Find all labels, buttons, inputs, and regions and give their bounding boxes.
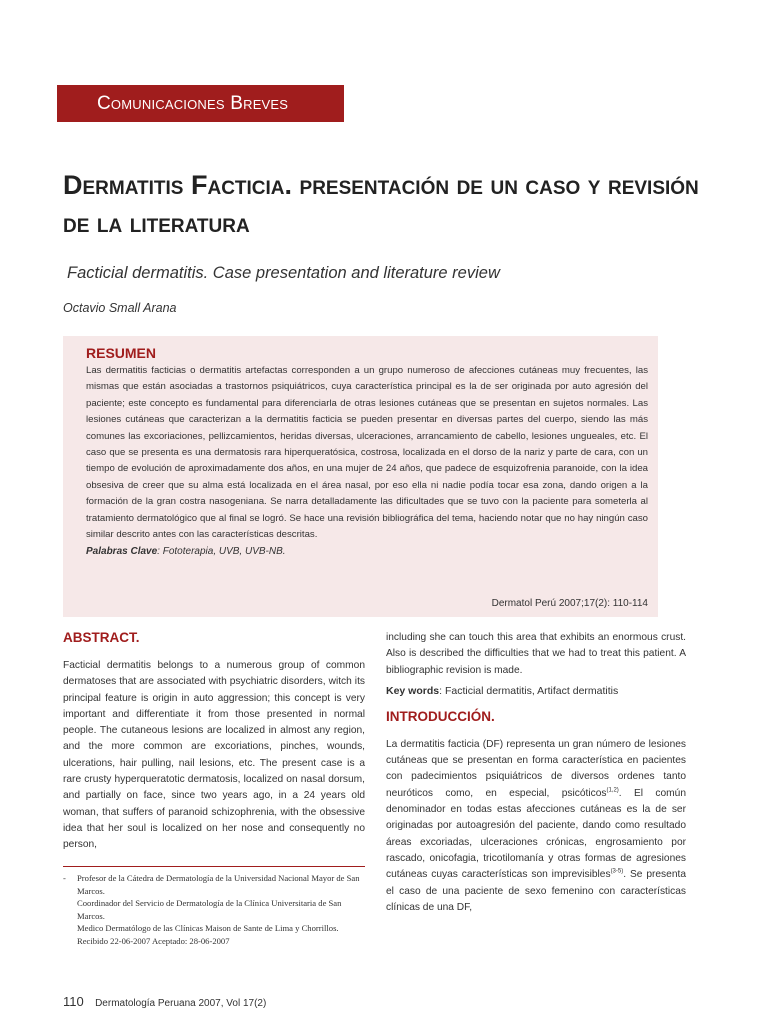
intro-part-1: La dermatitis facticia (DF) representa un gran número de lesiones cutáneas que se presentan en forma característica en pacientes con padecimientos psiquiátricos de diversos ordenes tanto neuróticos como, en especial, psicóticos bbox=[386, 738, 686, 799]
page-number: 110 bbox=[63, 994, 84, 1009]
intro-part-2: . El común denominador en todas estas afecciones cutáneas es la de ser originadas por autoagresión del paciente, dando como resultado áreas excoriadas, ulceraciones crónicas, engrosamiento por rascado, onicofagia, tricotilomanía y otras formas de agresiones cutáneas cuyas características son imprevisibles bbox=[386, 787, 686, 881]
footnote-item bbox=[63, 872, 365, 897]
resumen-keywords-label: Palabras Clave bbox=[86, 546, 158, 558]
abstract-keywords-label: Key words bbox=[386, 684, 440, 697]
footnote-text: Recibido 22-06-2007 Aceptado: 28-06-2007 bbox=[77, 935, 230, 946]
intro-text bbox=[386, 737, 686, 916]
footnotes bbox=[63, 872, 365, 947]
abstract-keywords bbox=[386, 685, 686, 697]
footnote-item bbox=[63, 897, 365, 922]
right-column bbox=[386, 630, 686, 916]
footnote-text: Profesor de la Cátedra de Dermatología de la Universidad Nacional Mayor de San Marcos. bbox=[77, 873, 360, 896]
resumen-box bbox=[63, 336, 658, 617]
citation: Dermatol Perú 2007;17(2): 110-114 bbox=[491, 598, 648, 609]
abstract-heading: ABSTRACT. bbox=[63, 630, 140, 645]
article-title: Dermatitis Facticia. presentación de un caso y revisión de la literatura bbox=[63, 170, 699, 238]
resumen-text: Las dermatitis facticias o dermatitis artefactas corresponden a un grupo numeroso de afecciones cutáneas muy frecuentes, las mismas que están asociadas a trastornos psiquiátricos, cuya característica principal es la de ser originada por auto agresión del paciente; este concepto es fundamental para diferenciarla de otras lesiones cutáneas que se presentan en sujetos normales. Las lesiones cutáneas que caracterizan a la dermatitis facticia se pueden presentar en diversas partes del cuerpo, siendo las más comunes las excoriaciones, pellizcamientos, heridas diversas, ulceraciones, arrancamiento de cabello, lesiones ungueales, etc. El caso que se presenta es una dermatosis rara hiperqueratósica, costrosa, localizada en el dorso de la nariz y parte de cara, con un tiempo de evolución de aproximadamente dos años, en una mujer de 24 años, que padece de esquizofrenia paranoide, con la idea obsesiva de creer que su alma está localizada en el área nasal, por eso ella ni nadie podía tocar esa zona, dando origen a la formación de la gran costra nasogeniana. Se narra detalladamente las dificultades que se tuvo con la paciente para someterla al tratamiento dermatológico que al final se logró. Se hace una revisión bibliográfica del tema, haciendo notar que no hay ningún caso similar descrito antes con las características descritas. bbox=[86, 365, 648, 541]
intro-ref-2: (3-5) bbox=[610, 868, 624, 875]
resumen-heading: RESUMEN bbox=[86, 345, 157, 361]
footnote-text: Coordinador del Servicio de Dermatología de la Clínica Universitaria de San Marcos. bbox=[77, 898, 342, 921]
footnote-dash: - bbox=[63, 873, 66, 883]
footnote-item bbox=[63, 935, 365, 948]
footnote-item bbox=[63, 922, 365, 935]
footnote-text: Medico Dermatólogo de las Clínicas Maison de Sante de Lima y Chorrillos. bbox=[77, 923, 339, 933]
abstract-continued: including she can touch this area that exhibits an enormous crust. Also is described the difficulties that we had to treat this patient. A bibliographic revision is made. bbox=[386, 632, 686, 676]
page-footer bbox=[63, 994, 266, 1009]
intro-part-3: . Se presenta el caso de una paciente de sexo femenino con características clínicas de una DF, bbox=[386, 869, 686, 913]
section-tag: Comunicaciones Breves bbox=[57, 85, 344, 122]
intro-ref-1: (1,2) bbox=[606, 787, 619, 794]
article-subtitle: Facticial dermatitis. Case presentation and literature review bbox=[67, 264, 500, 282]
abstract-keywords-value: : Facticial dermatitis, Artifact dermatitis bbox=[439, 684, 619, 697]
footnote-divider bbox=[63, 866, 365, 867]
resumen-keywords-value: : Fototerapia, UVB, UVB-NB. bbox=[157, 546, 286, 558]
resumen-keywords bbox=[86, 544, 648, 560]
author-name: Octavio Small Arana bbox=[63, 301, 177, 315]
abstract-text: Facticial dermatitis belongs to a numerous group of common dermatoses that are associated with psychiatric disorders, witch its principal feature is origin in auto aggression; this concept is very important and differentiate it from those presented in normal people. The cutaneous lesions are localized in almost any region, and the more common are excoriations, pinches, wounds, ulcerations, hair pulling, nail lesions, etc. The present case is a rare crusty hyperqueratotic dermatosis, localized on nasal dorsum, and partially on face, since two years ago, in a 24 years old woman, that suffers of paranoid schizophrenia, with the obsessive idea that her soul is localized on her nose and consequently no person, bbox=[63, 660, 365, 851]
intro-heading: INTRODUCCIÓN. bbox=[386, 708, 495, 724]
left-column bbox=[63, 628, 365, 854]
journal-name: Dermatología Peruana 2007, Vol 17(2) bbox=[95, 998, 267, 1009]
